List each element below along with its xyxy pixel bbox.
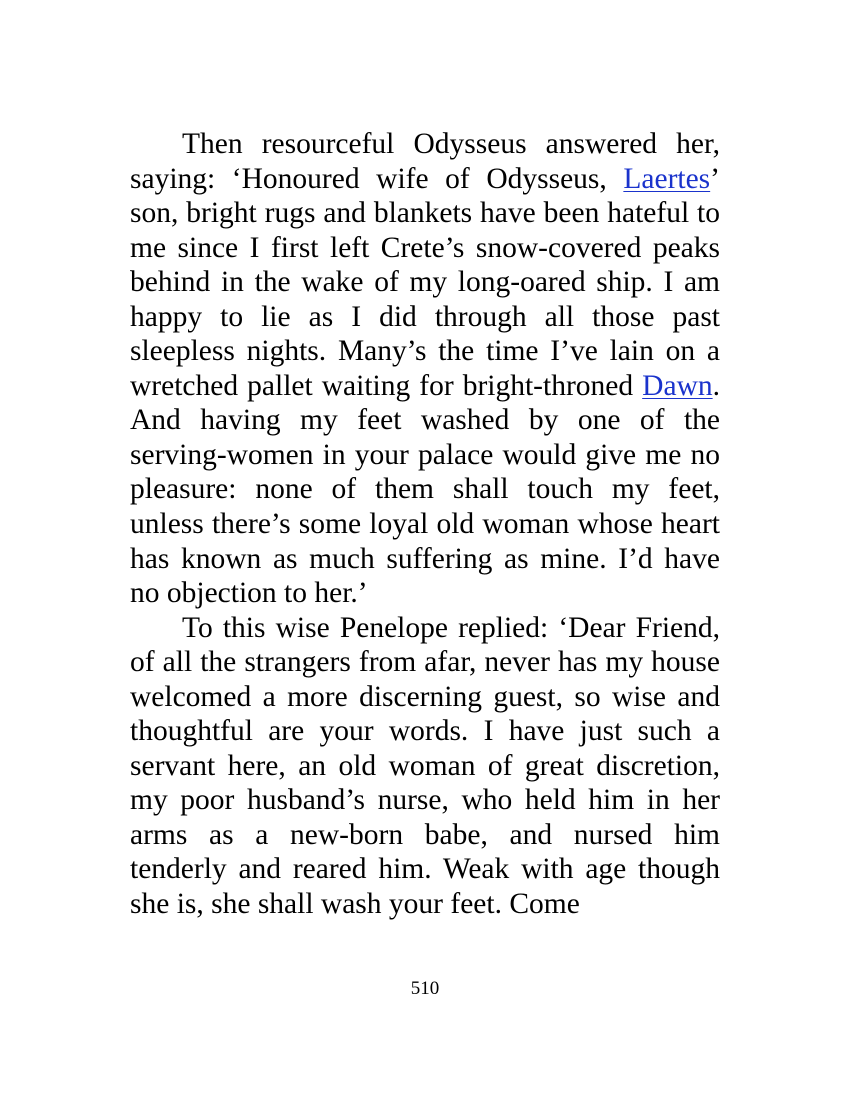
paragraph-text: . And having my feet washed by one of the serving-women in your palace would give me no pleasure: none of them shall touch my feet, unless there’s some loyal old woman whose heart has known as much suffering as mine. I’d have no objection to her.’ bbox=[130, 369, 720, 610]
paragraph-text: Then resourceful Odysseus answered her, saying: ‘Honoured wife of Odysseus, bbox=[130, 128, 720, 195]
paragraph-text: ’ son, bright rugs and blankets have been hateful to me since I first left Crete’s snow-covered peaks behind in the wake of my long-oared ship. I am happy to lie as I did through all those past sleepless nights. Many’s the time I’ve lain on a wretched pallet waiting for bright-throned bbox=[130, 162, 720, 402]
link-dawn[interactable]: Dawn bbox=[642, 369, 713, 402]
link-laertes[interactable]: Laertes bbox=[623, 162, 711, 195]
body-text bbox=[130, 127, 720, 922]
paragraph-penelope-reply: To this wise Penelope replied: ‘Dear Friend, of all the strangers from afar, never has my house welcomed a more discerning guest, so wise and thoughtful are your words. I have just such a servant here, an old woman of great discretion, my poor husband’s nurse, who held him in her arms as a new-born babe, and nursed him tenderly and reared him. Weak with age though she is, she shall wash your feet. Come bbox=[130, 611, 720, 921]
paragraph-odysseus-reply bbox=[130, 127, 720, 611]
page-number: 510 bbox=[410, 978, 440, 999]
